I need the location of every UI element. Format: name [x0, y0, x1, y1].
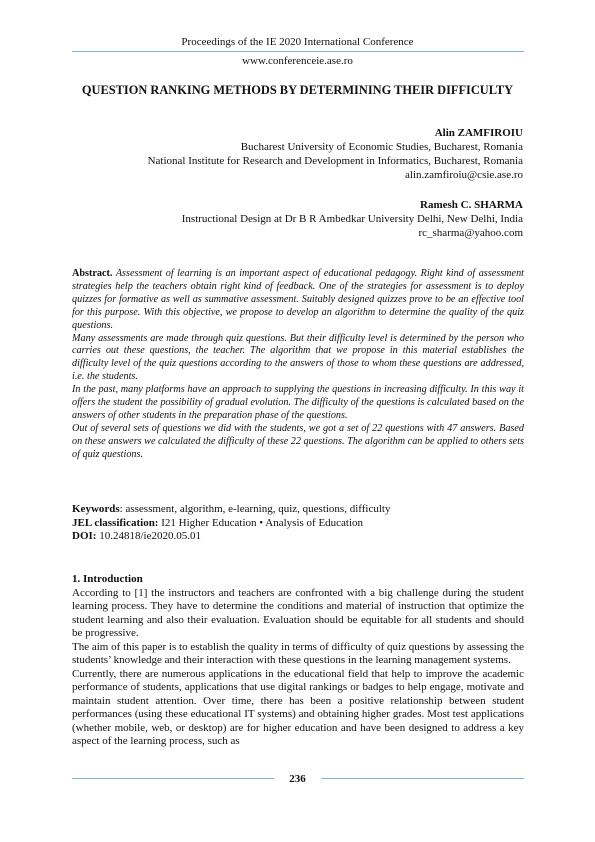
author-block-2	[182, 198, 523, 240]
author-name: Ramesh C. SHARMA	[420, 199, 523, 211]
doi-label: DOI:	[72, 530, 97, 542]
author-affiliation: National Institute for Research and Development in Informatics, Bucharest, Romania	[147, 155, 523, 167]
doi-line	[72, 530, 524, 544]
intro-paragraph: The aim of this paper is to establish the quality in terms of difficulty of quiz questions by assessing the students’ knowledge and their interaction with these questions in the learning management systems.	[72, 640, 524, 666]
section-heading: 1. Introduction	[72, 573, 143, 585]
doi-text[interactable]: 10.24818/ie2020.05.01	[96, 530, 201, 542]
conference-header: Proceedings of the IE 2020 International Conference	[181, 36, 414, 48]
author-email[interactable]: rc_sharma@yahoo.com	[418, 227, 523, 239]
intro-paragraph: According to [1] the instructors and teachers are confronted with a big challenge during the student learning process. They have to determine the conditions and material of instruction that optimize the student learning and also their evaluation. Evaluation should be equitable for all students and should be progressive.	[72, 586, 524, 639]
abstract	[72, 268, 524, 462]
abstract-paragraph: Many assessments are made through quiz questions. But their difficulty level is determined by the person who carries out these questions, the teacher. The algorithm that we propose in this material establishes the difficulty level of the quiz questions according to the answers of those to whom these questions are addressed, i.e. the students.	[72, 332, 524, 383]
jel-line	[72, 517, 524, 531]
intro-paragraph: Currently, there are numerous applications in the educational field that help to improve the academic performance of students, applications that use digital rankings or badges to help engage, motivate and maintain student attention. Over time, there has been a positive relationship between student performances (using these educational IT systems) and obtaining higher grades. Most test applications (whether mobile, web, or desktop) are for higher education and have been designed to address a key aspect of the learning process, such as	[72, 667, 524, 747]
abstract-paragraph: In the past, many platforms have an approach to supplying the questions in increasing difficulty. In this way it offers the student the possibility of gradual evolution. The difficulty of the questions is calculated based on the answers of other students in the preparation phase of the questions.	[72, 384, 524, 421]
author-affiliation: Bucharest University of Economic Studies, Bucharest, Romania	[240, 141, 523, 153]
author-name: Alin ZAMFIROIU	[434, 127, 523, 139]
keywords-line	[72, 503, 524, 517]
keywords-label: Keywords	[72, 503, 120, 515]
paper-title: QUESTION RANKING METHODS BY DETERMINING THEIR DIFFICULTY	[81, 83, 514, 97]
jel-label: JEL classification:	[72, 516, 159, 529]
header-rule	[72, 51, 524, 52]
abstract-paragraph	[72, 268, 524, 333]
introduction-section	[72, 573, 524, 749]
keywords-text: : assessment, algorithm, e-learning, quiz, questions, difficulty	[119, 503, 391, 515]
jel-text: I21 Higher Education • Analysis of Education	[158, 516, 364, 529]
author-affiliation: Instructional Design at Dr B R Ambedkar University Delhi, New Delhi, India	[181, 213, 523, 225]
abstract-text: Assessment of learning is an important aspect of educational pedagogy. Right kind of assessment strategies help the teachers obtain right kind of feedback. One of the strategies for assessment is to deploy quizzes for formative as well as summative assessment. Suitably designed quizzes prove to be an effective tool for this purpose. With this objective, we propose to develop an algorithm to determine the quality of the quiz questions.	[72, 268, 524, 331]
conference-url[interactable]: www.conferenceie.ase.ro	[242, 55, 353, 67]
abstract-paragraph: Out of several sets of questions we did with the students, we got a set of 22 questions with 47 answers. Based on these answers we calculated the difficulty of these 22 questions. The algorithm can be applied to others sets of quiz questions.	[72, 422, 524, 460]
author-block-1	[148, 126, 523, 182]
metadata-block	[72, 503, 524, 544]
page-number: 236	[289, 773, 306, 785]
abstract-label: Abstract.	[72, 268, 113, 279]
author-email[interactable]: alin.zamfiroiu@csie.ase.ro	[405, 169, 523, 181]
